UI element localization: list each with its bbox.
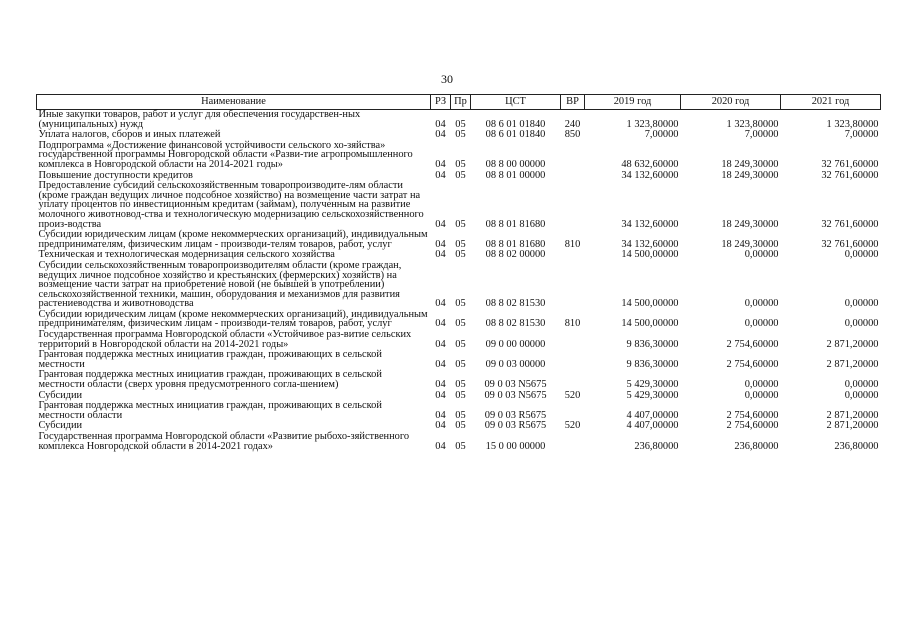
table-row bbox=[37, 401, 881, 421]
page-number: 30 bbox=[441, 72, 453, 86]
table-row bbox=[37, 110, 881, 131]
header-2019: 2019 год bbox=[585, 95, 681, 110]
row-pr: 05 bbox=[455, 298, 466, 310]
row-cst: 08 8 02 81530 bbox=[485, 298, 546, 310]
row-name: Уплата налогов, сборов и иных платежей bbox=[38, 129, 221, 141]
row-cst: 09 0 03 R5675 bbox=[484, 409, 547, 421]
row-rz: 04 bbox=[435, 249, 446, 261]
row-cst: 09 0 03 00000 bbox=[485, 358, 546, 370]
row-rz: 04 bbox=[435, 409, 446, 421]
row-cst: 15 0 00 00000 bbox=[485, 440, 546, 452]
row-2021: 0,00000 bbox=[844, 249, 879, 261]
row-vr bbox=[561, 432, 585, 452]
header-vr: ВР bbox=[561, 95, 585, 110]
table-row bbox=[37, 141, 881, 171]
row-vr: 850 bbox=[564, 129, 581, 141]
row-2020: 7,00000 bbox=[744, 129, 779, 141]
row-rz: 04 bbox=[435, 338, 446, 350]
row-2021: 1 323,80000 bbox=[826, 118, 879, 130]
row-vr bbox=[561, 171, 585, 182]
row-vr bbox=[561, 141, 585, 171]
row-name: Предоставление субсидий сельскохозяйственным товаропроизводите-лям области (кроме граждан ведущих личное подсобное хозяйство) на возмещение части затрат на уплату процентов по инвестиционным кредитам (займам), полученным на развитие молочного животновод-ства и технологическую модернизацию сельскохозяйственного произ-водства bbox=[38, 180, 424, 230]
row-2020: 1 323,80000 bbox=[726, 118, 779, 130]
row-pr: 05 bbox=[455, 420, 466, 432]
row-rz: 04 bbox=[435, 169, 446, 181]
header-2021: 2021 год bbox=[781, 95, 881, 110]
header-rz: РЗ bbox=[431, 95, 451, 110]
row-2019: 1 323,80000 bbox=[626, 118, 679, 130]
row-rz: 04 bbox=[435, 358, 446, 370]
row-2019: 4 407,00000 bbox=[626, 409, 679, 421]
row-vr bbox=[561, 250, 585, 261]
header-2020: 2020 год bbox=[681, 95, 781, 110]
row-2021: 2 871,20000 bbox=[826, 420, 879, 432]
row-pr: 05 bbox=[455, 238, 466, 250]
row-2020: 2 754,60000 bbox=[726, 409, 779, 421]
row-cst: 08 8 01 81680 bbox=[485, 238, 546, 250]
row-2019: 48 632,60000 bbox=[621, 158, 679, 170]
row-2019: 34 132,60000 bbox=[621, 238, 679, 250]
row-2021: 0,00000 bbox=[844, 389, 879, 401]
row-2020: 2 754,60000 bbox=[726, 338, 779, 350]
row-vr bbox=[561, 330, 585, 350]
row-vr bbox=[561, 401, 585, 421]
table-header-row bbox=[37, 95, 881, 110]
row-2019: 14 500,00000 bbox=[621, 298, 679, 310]
row-pr: 05 bbox=[455, 379, 466, 391]
row-2020: 0,00000 bbox=[744, 249, 779, 261]
row-2020: 18 249,30000 bbox=[721, 169, 779, 181]
row-pr: 05 bbox=[455, 409, 466, 421]
row-vr: 810 bbox=[564, 238, 581, 250]
row-pr: 05 bbox=[455, 358, 466, 370]
row-cst: 08 8 00 00000 bbox=[485, 158, 546, 170]
row-rz: 04 bbox=[435, 420, 446, 432]
row-name: Государственная программа Новгородской области «Устойчивое раз-витие сельских территорий в Новгородской области на 2014-2021 годы» bbox=[38, 329, 412, 350]
row-2021: 0,00000 bbox=[844, 298, 879, 310]
row-cst: 08 6 01 01840 bbox=[485, 129, 546, 141]
row-2019: 9 836,30000 bbox=[626, 358, 679, 370]
row-2019: 5 429,30000 bbox=[626, 379, 679, 391]
row-2019: 9 836,30000 bbox=[626, 338, 679, 350]
row-2020: 2 754,60000 bbox=[726, 358, 779, 370]
row-2019: 14 500,00000 bbox=[621, 318, 679, 330]
row-pr: 05 bbox=[455, 118, 466, 130]
row-vr bbox=[561, 370, 585, 390]
row-rz: 04 bbox=[435, 158, 446, 170]
row-2021: 32 761,60000 bbox=[821, 158, 879, 170]
row-2019: 14 500,00000 bbox=[621, 249, 679, 261]
row-cst: 09 0 03 N5675 bbox=[484, 379, 547, 391]
row-name: Субсидии bbox=[38, 420, 83, 432]
row-name: Субсидии сельскохозяйственным товаропроизводителям области (кроме граждан, ведущих личное подсобное хозяйство и крестьянских (фермерских) хозяйств) на возмещение части затрат на приобретение новой (не бывшей в употреблении) сельскохозяйственной техники, машин, оборудования и механизмов для развития растениеводства и животноводства bbox=[38, 259, 402, 310]
row-cst: 09 0 03 N5675 bbox=[484, 389, 547, 401]
row-vr bbox=[561, 181, 585, 230]
row-2020: 0,00000 bbox=[744, 298, 779, 310]
header-cst: ЦСТ bbox=[471, 95, 561, 110]
row-vr bbox=[561, 350, 585, 370]
row-2019: 236,80000 bbox=[634, 440, 679, 452]
header-name: Наименование bbox=[37, 95, 431, 110]
row-vr bbox=[561, 261, 585, 310]
row-name: Подпрограмма «Достижение финансовой устойчивости сельского хо-зяйства» государственной программы Новгородской области «Разви-тие агропромышленного комплекса в Новгородской области на 2014-2021 годы» bbox=[38, 139, 413, 170]
row-cst: 09 0 03 R5675 bbox=[484, 420, 547, 432]
row-pr: 05 bbox=[455, 440, 466, 452]
row-rz: 04 bbox=[435, 298, 446, 310]
row-2021: 32 761,60000 bbox=[821, 238, 879, 250]
row-2020: 2 754,60000 bbox=[726, 420, 779, 432]
row-cst: 08 8 02 00000 bbox=[485, 249, 546, 261]
row-pr: 05 bbox=[455, 129, 466, 141]
row-rz: 04 bbox=[435, 129, 446, 141]
row-cst: 08 8 01 81680 bbox=[485, 218, 546, 230]
row-name: Грантовая поддержка местных инициатив граждан, проживающих в сельской местности bbox=[38, 349, 382, 370]
row-2020: 18 249,30000 bbox=[721, 238, 779, 250]
row-2019: 4 407,00000 bbox=[626, 420, 679, 432]
row-cst: 08 6 01 01840 bbox=[485, 118, 546, 130]
table-row bbox=[37, 261, 881, 310]
row-2021: 32 761,60000 bbox=[821, 169, 879, 181]
row-vr: 240 bbox=[564, 118, 581, 130]
row-2021: 32 761,60000 bbox=[821, 218, 879, 230]
row-rz: 04 bbox=[435, 440, 446, 452]
table-row bbox=[37, 330, 881, 350]
row-name: Государственная программа Новгородской области «Развитие рыбохо-зяйственного комплекса Новгородской области в 2014-2021 годах» bbox=[38, 431, 410, 452]
row-2021: 7,00000 bbox=[844, 129, 879, 141]
row-pr: 05 bbox=[455, 218, 466, 230]
row-rz: 04 bbox=[435, 218, 446, 230]
row-name: Иные закупки товаров, работ и услуг для обеспечения государствен-ных (муниципальных) нужд bbox=[38, 109, 361, 130]
row-pr: 05 bbox=[455, 389, 466, 401]
table-row bbox=[37, 350, 881, 370]
table-row bbox=[37, 370, 881, 390]
row-rz: 04 bbox=[435, 379, 446, 391]
row-rz: 04 bbox=[435, 238, 446, 250]
table-row bbox=[37, 181, 881, 230]
row-pr: 05 bbox=[455, 318, 466, 330]
row-2020: 18 249,30000 bbox=[721, 158, 779, 170]
row-2020: 18 249,30000 bbox=[721, 218, 779, 230]
row-cst: 08 8 02 81530 bbox=[485, 318, 546, 330]
row-pr: 05 bbox=[455, 338, 466, 350]
row-name: Грантовая поддержка местных инициатив граждан, проживающих в сельской местности области bbox=[38, 400, 382, 421]
row-2020: 0,00000 bbox=[744, 379, 779, 391]
row-2019: 34 132,60000 bbox=[621, 169, 679, 181]
row-2019: 7,00000 bbox=[644, 129, 679, 141]
budget-table bbox=[36, 94, 881, 452]
row-vr: 520 bbox=[564, 420, 581, 432]
row-2019: 5 429,30000 bbox=[626, 389, 679, 401]
row-name: Грантовая поддержка местных инициатив граждан, проживающих в сельской местности области (сверх уровня предусмотренного согла-шением) bbox=[38, 369, 382, 391]
row-pr: 05 bbox=[455, 158, 466, 170]
row-name: Субсидии bbox=[38, 389, 83, 401]
row-2021: 0,00000 bbox=[844, 379, 879, 391]
header-pr: Пр bbox=[451, 95, 471, 110]
row-pr: 05 bbox=[455, 249, 466, 261]
row-name: Повышение доступности кредитов bbox=[38, 169, 193, 181]
row-2019: 34 132,60000 bbox=[621, 218, 679, 230]
row-2020: 236,80000 bbox=[734, 440, 779, 452]
row-rz: 04 bbox=[435, 118, 446, 130]
row-vr: 520 bbox=[564, 389, 581, 401]
row-rz: 04 bbox=[435, 389, 446, 401]
row-2021: 2 871,20000 bbox=[826, 338, 879, 350]
row-name: Субсидии юридическим лицам (кроме некоммерческих организаций), индивидуальным предпринимателям, физическим лицам - производи-телям товаров, работ, услуг bbox=[38, 229, 428, 250]
table-row bbox=[37, 432, 881, 452]
row-cst: 08 8 01 00000 bbox=[485, 169, 546, 181]
row-2021: 2 871,20000 bbox=[826, 358, 879, 370]
row-pr: 05 bbox=[455, 169, 466, 181]
row-name: Техническая и технологическая модернизация сельского хозяйства bbox=[38, 249, 335, 261]
table-body bbox=[37, 110, 881, 453]
row-2020: 0,00000 bbox=[744, 389, 779, 401]
row-2021: 0,00000 bbox=[844, 318, 879, 330]
row-2021: 2 871,20000 bbox=[826, 409, 879, 421]
row-cst: 09 0 00 00000 bbox=[485, 338, 546, 350]
row-vr: 810 bbox=[564, 318, 581, 330]
table-row bbox=[37, 310, 881, 330]
row-2021: 236,80000 bbox=[834, 440, 879, 452]
row-rz: 04 bbox=[435, 318, 446, 330]
row-name: Субсидии юридическим лицам (кроме некоммерческих организаций), индивидуальным предпринимателям, физическим лицам - производи-телям товаров, работ, услуг bbox=[38, 308, 428, 330]
table-row bbox=[37, 230, 881, 250]
row-2020: 0,00000 bbox=[744, 318, 779, 330]
